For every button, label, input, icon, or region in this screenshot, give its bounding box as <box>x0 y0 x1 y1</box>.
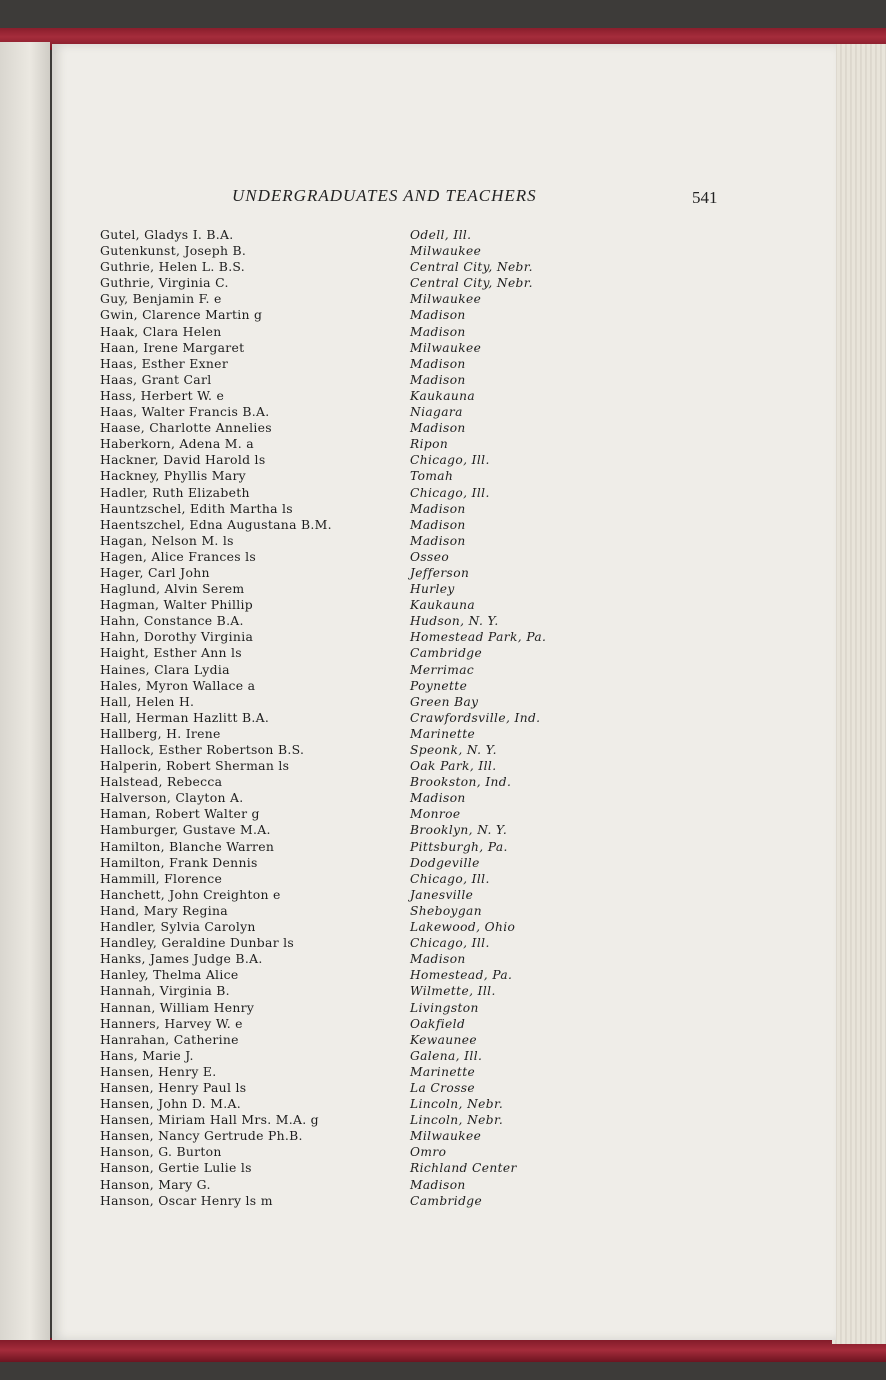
directory-entry-row <box>100 356 720 372</box>
directory-entry-row <box>100 468 720 484</box>
entry-hometown: Madison <box>410 1177 466 1192</box>
entry-name: Haas, Esther Exner <box>100 355 229 371</box>
entry-hometown: Marinette <box>410 726 476 741</box>
directory-entry-row <box>100 710 720 726</box>
entry-name: Hagman, Walter Phillip <box>100 597 253 613</box>
running-header-title: UNDERGRADUATES AND TEACHERS <box>232 186 537 205</box>
entry-hometown: Niagara <box>410 405 463 420</box>
entry-name: Hansen, John D. M.A. <box>100 1096 241 1112</box>
entry-name: Hansen, Henry E. <box>100 1063 217 1079</box>
entry-name: Hanley, Thelma Alice <box>100 967 239 983</box>
entry-name: Hackney, Phyllis Mary <box>100 468 246 484</box>
entry-name: Hanners, Harvey W. e <box>100 1015 243 1031</box>
entry-name: Haas, Walter Francis B.A. <box>100 404 270 420</box>
entry-name: Halperin, Robert Sherman ls <box>100 758 290 774</box>
entry-name: Haberkorn, Adena M. a <box>100 436 254 452</box>
entry-hometown: Madison <box>410 308 466 323</box>
entry-hometown: Odell, Ill. <box>410 228 472 242</box>
entry-hometown: Lakewood, Ohio <box>410 920 516 935</box>
entry-name: Hagen, Alice Frances ls <box>100 548 257 564</box>
entry-hometown: Cambridge <box>410 1193 483 1208</box>
entry-hometown: La Crosse <box>410 1080 476 1095</box>
entry-name: Hanson, Gertie Lulie ls <box>100 1160 252 1176</box>
directory-entry-row <box>100 227 720 243</box>
book-page <box>52 44 836 1340</box>
directory-entry-row <box>100 887 720 903</box>
entry-name: Hall, Herman Hazlitt B.A. <box>100 709 270 725</box>
entry-hometown: Sheboygan <box>410 903 482 918</box>
entry-name: Hales, Myron Wallace a <box>100 677 256 693</box>
directory-entry-row <box>100 517 720 533</box>
entry-hometown: Madison <box>410 356 466 371</box>
directory-entry-row <box>100 951 720 967</box>
entry-hometown: Brookston, Ind. <box>410 775 512 790</box>
entry-hometown: Central City, Nebr. <box>410 276 533 291</box>
entry-hometown: Chicago, Ill. <box>410 453 490 468</box>
entry-name: Haase, Charlotte Annelies <box>100 420 272 436</box>
entry-hometown: Hudson, N. Y. <box>410 614 499 629</box>
directory-entry-row <box>100 597 720 613</box>
entry-hometown: Omro <box>410 1145 447 1160</box>
entry-name: Hans, Marie J. <box>100 1047 194 1063</box>
entry-hometown: Homestead, Pa. <box>410 968 513 983</box>
entry-hometown: Wilmette, Ill. <box>410 984 496 999</box>
entry-name: Haight, Esther Ann ls <box>100 645 242 661</box>
directory-entry-row <box>100 806 720 822</box>
entry-name: Hansen, Nancy Gertrude Ph.B. <box>100 1128 303 1144</box>
entry-name: Hanson, Oscar Henry ls m <box>100 1192 273 1208</box>
entry-hometown: Chicago, Ill. <box>410 936 490 951</box>
entry-hometown: Tomah <box>410 469 454 484</box>
entry-name: Gutenkunst, Joseph B. <box>100 243 247 259</box>
directory-entry-row <box>100 1032 720 1048</box>
entry-name: Haman, Robert Walter g <box>100 806 260 822</box>
entry-hometown: Galena, Ill. <box>410 1048 483 1063</box>
entry-name: Haan, Irene Margaret <box>100 339 245 355</box>
entry-name: Hall, Helen H. <box>100 693 195 709</box>
directory-entry-row <box>100 501 720 517</box>
directory-entry-row <box>100 404 720 420</box>
directory-entry-row <box>100 790 720 806</box>
directory-entry-row <box>100 871 720 887</box>
entry-hometown: Brooklyn, N. Y. <box>410 823 508 838</box>
entry-name: Hamburger, Gustave M.A. <box>100 822 271 838</box>
entry-hometown: Kewaunee <box>410 1032 478 1047</box>
entry-hometown: Kaukauna <box>410 388 476 403</box>
directory-entry-row <box>100 1112 720 1128</box>
entry-name: Hammill, Florence <box>100 870 223 886</box>
directory-entry-row <box>100 613 720 629</box>
entry-name: Hagan, Nelson M. ls <box>100 532 234 548</box>
entry-name: Handler, Sylvia Carolyn <box>100 919 256 935</box>
directory-entry-row <box>100 1016 720 1032</box>
directory-entry-row <box>100 340 720 356</box>
directory-entry-row <box>100 307 720 323</box>
directory-entry-row <box>100 436 720 452</box>
directory-entry-row <box>100 533 720 549</box>
entry-hometown: Chicago, Ill. <box>410 485 490 500</box>
directory-entry-row <box>100 629 720 645</box>
entry-hometown: Madison <box>410 324 466 339</box>
directory-entry-row <box>100 694 720 710</box>
directory-entry-row <box>100 549 720 565</box>
entry-hometown: Speonk, N. Y. <box>410 743 497 757</box>
directory-entry-row <box>100 645 720 661</box>
entry-name: Handley, Geraldine Dunbar ls <box>100 935 295 951</box>
entry-name: Hass, Herbert W. e <box>100 387 225 403</box>
directory-entry-row <box>100 726 720 742</box>
entry-name: Hahn, Dorothy Virginia <box>100 629 254 645</box>
directory-entry-row <box>100 1193 720 1209</box>
entry-name: Hallock, Esther Robertson B.S. <box>100 742 305 757</box>
directory-entry-row <box>100 1144 720 1160</box>
entry-name: Hackner, David Harold ls <box>100 452 266 468</box>
entry-hometown: Kaukauna <box>410 598 476 613</box>
entry-name: Hanson, G. Burton <box>100 1144 222 1160</box>
entry-name: Halstead, Rebecca <box>100 774 223 790</box>
directory-entry-row <box>100 839 720 855</box>
entry-hometown: Milwaukee <box>410 244 482 259</box>
directory-entry-row <box>100 372 720 388</box>
directory-entry-row <box>100 1096 720 1112</box>
directory-entry-row <box>100 1160 720 1176</box>
entry-name: Guthrie, Helen L. B.S. <box>100 259 246 275</box>
entry-hometown: Hurley <box>410 582 455 597</box>
entry-hometown: Madison <box>410 952 466 967</box>
entry-name: Hamilton, Blanche Warren <box>100 838 275 854</box>
directory-entry-row <box>100 1128 720 1144</box>
directory-entry-row <box>100 259 720 275</box>
entry-hometown: Livingston <box>410 1000 479 1015</box>
directory-entry-row <box>100 1048 720 1064</box>
entry-name: Hanson, Mary G. <box>100 1176 211 1192</box>
entry-name: Hallberg, H. Irene <box>100 725 221 741</box>
directory-entry-row <box>100 420 720 436</box>
directory-entry-row <box>100 1064 720 1080</box>
entry-name: Hager, Carl John <box>100 564 210 580</box>
directory-entry-row <box>100 243 720 259</box>
entry-hometown: Madison <box>410 533 466 548</box>
directory-entry-row <box>100 983 720 999</box>
directory-entry-row <box>100 1000 720 1016</box>
directory-entry-row <box>100 1080 720 1096</box>
entry-hometown: Central City, Nebr. <box>410 260 533 275</box>
directory-entry-row <box>100 822 720 838</box>
entry-hometown: Ripon <box>410 437 449 452</box>
directory-entry-row <box>100 485 720 501</box>
directory-entry-row <box>100 678 720 694</box>
entry-hometown: Oakfield <box>410 1016 466 1031</box>
entry-hometown: Merrimac <box>410 662 475 677</box>
entry-name: Hanks, James Judge B.A. <box>100 951 263 967</box>
entry-name: Hansen, Miriam Hall Mrs. M.A. g <box>100 1112 319 1128</box>
entry-name: Halverson, Clayton A. <box>100 790 244 806</box>
page-number: 541 <box>692 188 718 207</box>
page-fore-edge <box>832 44 886 1344</box>
directory-entries-list <box>100 227 720 1209</box>
directory-entry-row <box>100 919 720 935</box>
directory-entry-row <box>100 855 720 871</box>
entry-name: Hannan, William Henry <box>100 999 255 1015</box>
entry-hometown: Lincoln, Nebr. <box>410 1113 504 1128</box>
entry-hometown: Madison <box>410 421 466 436</box>
directory-entry-row <box>100 967 720 983</box>
entry-hometown: Poynette <box>410 678 468 693</box>
entry-name: Guy, Benjamin F. e <box>100 291 222 307</box>
entry-hometown: Cambridge <box>410 646 483 661</box>
entry-hometown: Crawfordsville, Ind. <box>410 710 541 725</box>
book-cover-bottom-edge <box>0 1338 886 1362</box>
entry-name: Hansen, Henry Paul ls <box>100 1079 247 1095</box>
entry-name: Haak, Clara Helen <box>100 323 222 339</box>
entry-name: Hamilton, Frank Dennis <box>100 854 258 870</box>
directory-entry-row <box>100 742 720 758</box>
entry-name: Hannah, Virginia B. <box>100 983 230 999</box>
entry-name: Haines, Clara Lydia <box>100 661 230 677</box>
entry-hometown: Milwaukee <box>410 1129 482 1144</box>
directory-entry-row <box>100 275 720 291</box>
entry-hometown: Homestead Park, Pa. <box>410 630 547 645</box>
entry-name: Haglund, Alvin Serem <box>100 581 245 597</box>
entry-name: Hahn, Constance B.A. <box>100 613 244 629</box>
entry-hometown: Oak Park, Ill. <box>410 759 497 774</box>
entry-name: Haentszchel, Edna Augustana B.M. <box>100 516 332 532</box>
directory-entry-row <box>100 903 720 919</box>
entry-hometown: Osseo <box>410 549 450 564</box>
entry-hometown: Richland Center <box>410 1161 517 1176</box>
entry-name: Hauntzschel, Edith Martha ls <box>100 500 293 516</box>
entry-hometown: Pittsburgh, Pa. <box>410 839 508 854</box>
directory-entry-row <box>100 324 720 340</box>
entry-hometown: Marinette <box>410 1064 476 1079</box>
directory-entry-row <box>100 758 720 774</box>
entry-name: Hanrahan, Catherine <box>100 1031 239 1047</box>
entry-name: Hanchett, John Creighton e <box>100 886 281 902</box>
directory-entry-row <box>100 774 720 790</box>
entry-name: Guthrie, Virginia C. <box>100 275 229 291</box>
directory-entry-row <box>100 452 720 468</box>
entry-name: Haas, Grant Carl <box>100 371 212 387</box>
entry-hometown: Monroe <box>410 807 461 822</box>
entry-hometown: Madison <box>410 372 466 387</box>
entry-hometown: Milwaukee <box>410 292 482 307</box>
entry-hometown: Green Bay <box>410 694 479 709</box>
entry-hometown: Milwaukee <box>410 340 482 355</box>
directory-entry-row <box>100 662 720 678</box>
entry-hometown: Dodgeville <box>410 855 480 870</box>
entry-hometown: Janesville <box>410 887 474 902</box>
left-page-edge <box>0 42 50 1340</box>
directory-entry-row <box>100 581 720 597</box>
directory-entry-row <box>100 565 720 581</box>
entry-name: Gutel, Gladys I. B.A. <box>100 227 234 242</box>
entry-name: Hadler, Ruth Elizabeth <box>100 484 250 500</box>
directory-entry-row <box>100 291 720 307</box>
entry-hometown: Madison <box>410 791 466 806</box>
directory-entry-row <box>100 1177 720 1193</box>
directory-entry-row <box>100 935 720 951</box>
entry-name: Hand, Mary Regina <box>100 902 228 918</box>
entry-hometown: Lincoln, Nebr. <box>410 1097 504 1112</box>
entry-hometown: Jefferson <box>410 565 470 580</box>
entry-name: Gwin, Clarence Martin g <box>100 307 263 323</box>
entry-hometown: Madison <box>410 517 466 532</box>
entry-hometown: Chicago, Ill. <box>410 871 490 886</box>
directory-entry-row <box>100 388 720 404</box>
entry-hometown: Madison <box>410 501 466 516</box>
